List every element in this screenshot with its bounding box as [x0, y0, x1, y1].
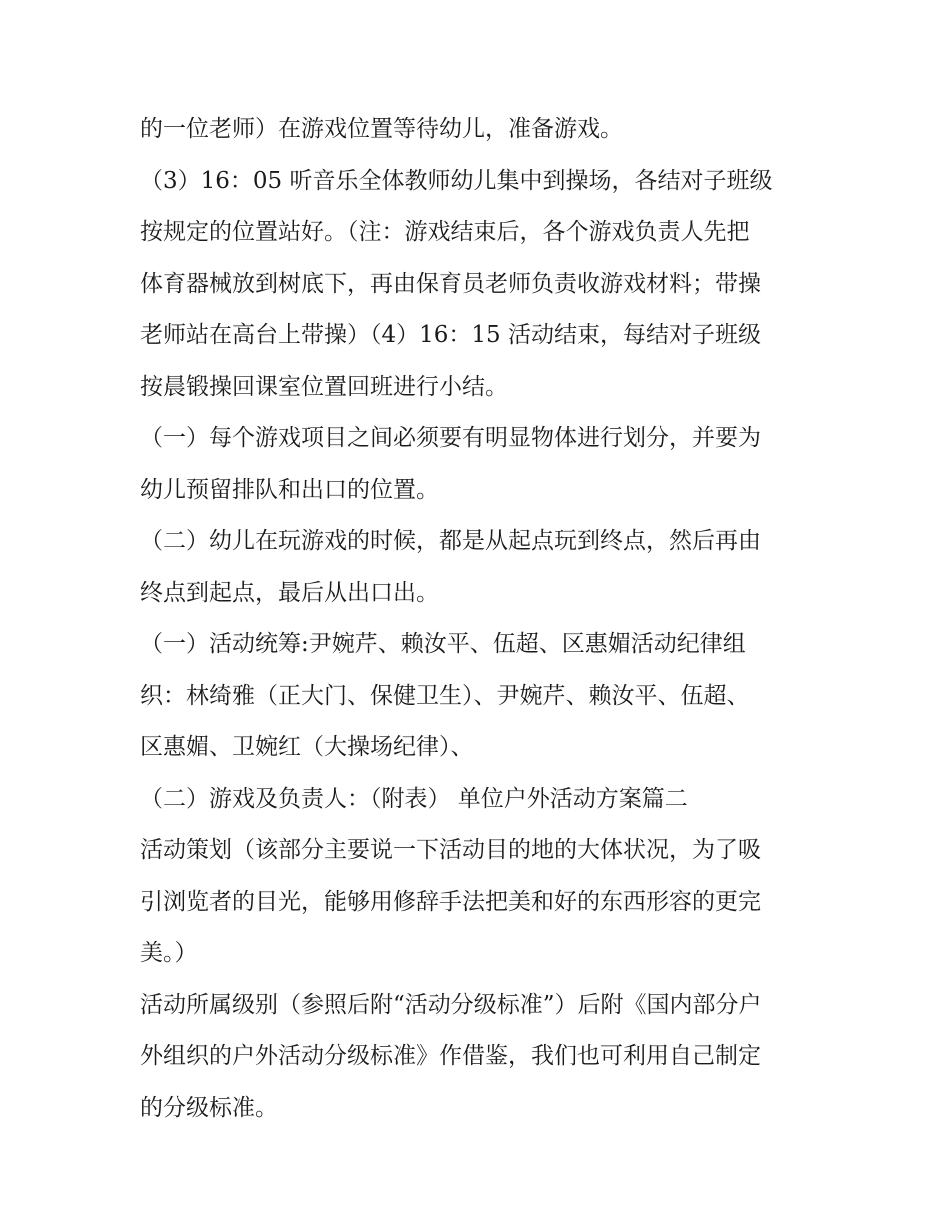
text-line: 的分级标准。	[140, 1094, 278, 1121]
text-line: （3）16：05 听音乐全体教师幼儿集中到操场，各结对子班级	[140, 167, 773, 194]
text-line: （一）每个游戏项目之间必须要有明显物体进行划分，并要为	[140, 425, 761, 451]
text-line: 美。）	[140, 940, 198, 966]
text-line: 活动策划（该部分主要说一下活动目的地的大体状况，为了吸	[140, 837, 761, 863]
text-line: （二）幼儿在玩游戏的时候，都是从起点玩到终点，然后再由	[140, 528, 761, 554]
text-line: 老师站在高台上带操）（4）16：15 活动结束，每结对子班级	[140, 322, 761, 348]
text-line: （二）游戏及负责人：（附表） 单位户外活动方案篇二	[140, 785, 688, 812]
document-body	[140, 104, 820, 1134]
text-line: 的一位老师）在游戏位置等待幼儿，准备游戏。	[140, 116, 623, 142]
text-line: 终点到起点，最后从出口出。	[140, 579, 439, 606]
text-line: 按晨锻操回课室位置回班进行小结。	[140, 373, 508, 400]
text-line: 织：林绮雅（正大门、保健卫生）、尹婉芹、赖汝平、伍超、	[140, 682, 750, 709]
text-line: （一）活动统筹:尹婉芹、赖汝平、伍超、区惠媚活动纪律组	[140, 631, 746, 657]
text-line: 体育器械放到树底下，再由保育员老师负责收游戏材料；带操	[140, 270, 761, 297]
text-line: 外组织的户外活动分级标准》作借鉴，我们也可利用自己制定	[140, 1043, 761, 1069]
text-line: 活动所属级别（参照后附“活动分级标准”）后附《国内部分户	[140, 991, 762, 1018]
text-line: 幼儿预留排队和出口的位置。	[140, 476, 439, 503]
text-line: 区惠媚、卫婉红（大操场纪律）、	[140, 734, 474, 760]
text-line: 按规定的位置站好。（注：游戏结束后，各个游戏负责人先把	[140, 219, 750, 245]
text-line: 引浏览者的目光，能够用修辞手法把美和好的东西形容的更完	[140, 888, 761, 915]
